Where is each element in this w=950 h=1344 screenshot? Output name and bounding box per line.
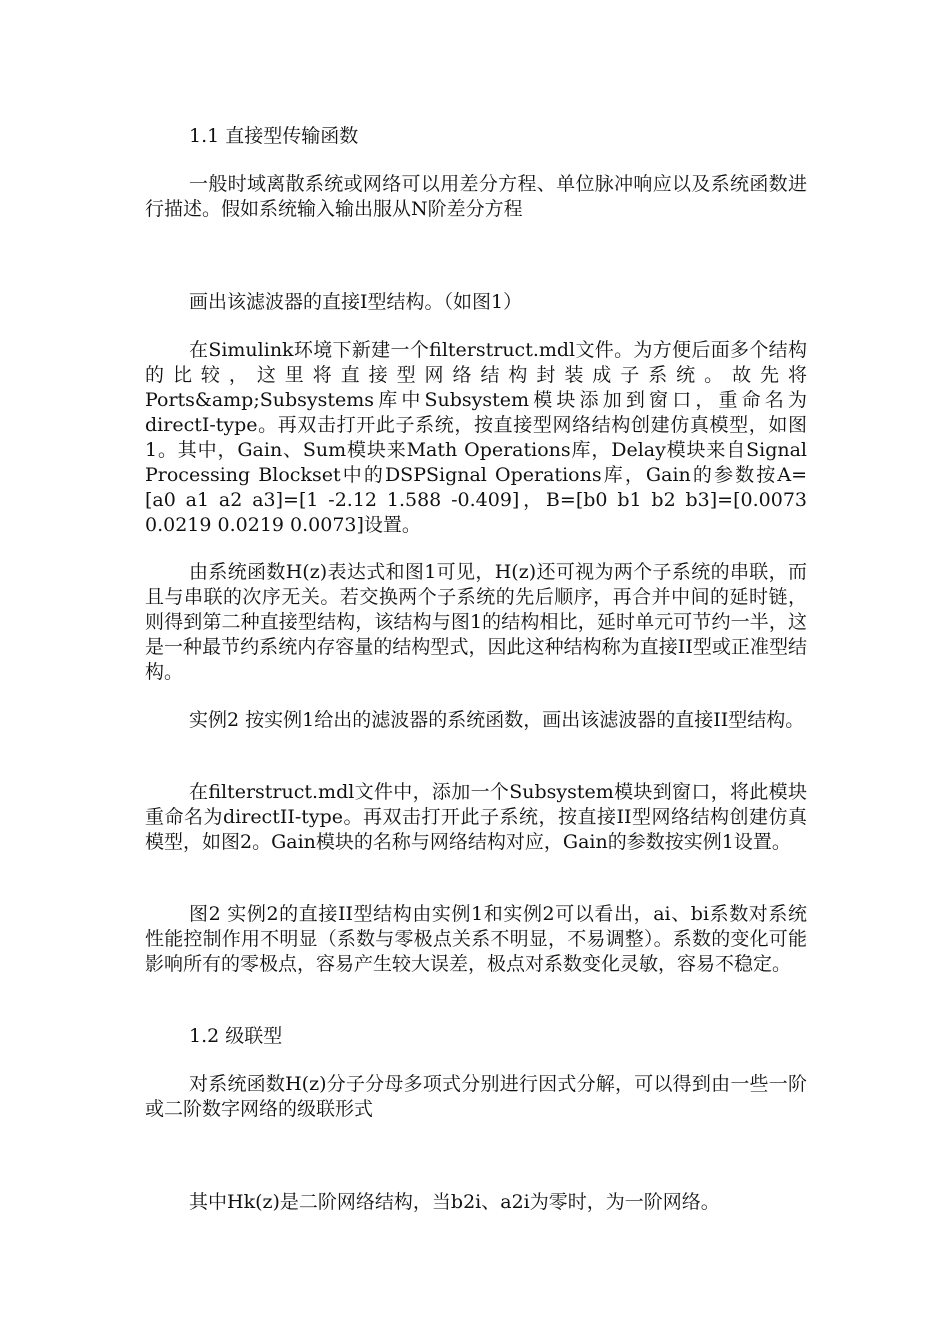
paragraph-cascade-factorization: 对系统函数H(z)分子分母多项式分别进行因式分解，可以得到由一些一阶或二阶数字网络的级联形式 [145, 1073, 807, 1120]
paragraph-draw-direct-i: 画出该滤波器的直接I型结构。（如图1） [189, 291, 523, 313]
heading-cascade-form: 1.2 级联型 [189, 1025, 283, 1047]
paragraph-figure-2-analysis: 图2 实例2的直接II型结构由实例1和实例2可以看出，ai、bi系数对系统性能控制作用不明显（系数与零极点关系不明显，不易调整）。系数的变化可能影响所有的零极点，容易产生较大误差，极点对系数变化灵敏，容易不稳定。 [145, 903, 807, 975]
heading-direct-form: 1.1 直接型传输函数 [189, 125, 359, 147]
paragraph-direct-ii-explanation: 由系统函数H(z)表达式和图1可见，H(z)还可视为两个子系统的串联，而且与串联的次序无关。若交换两个子系统的先后顺序，再合并中间的延时链，则得到第二种直接型结构，该结构与图1的结构相比，延时单元可节约一半，这是一种最节约系统内存容量的结构型式，因此这种结构称为直接II型或正准型结构。 [145, 561, 807, 683]
paragraph-simulink-setup: 在Simulink环境下新建一个filterstruct.mdl文件。为方便后面多个结构的比较，这里将直接型网络结构封装成子系统。故先将Ports&amp;Subsystems库中Subsystem模块添加到窗口，重命名为directI-type。再双击打开此子系统，按直接型网络结构创建仿真模型，如图1。其中，Gain、Sum模块来Math Operations库，Delay模块来自Signal Processing Blockset中的DSPSignal Operations库，Gain的参数按A=[a0 a1 a2 a3]=[1 -2.12 1.588 -0.409]，B=[b0 b1 b2 b3]=[0.0073 0.0219 0.0219 0.0073]设置。 [145, 339, 807, 536]
paragraph-hk-note: 其中Hk(z)是二阶网络结构，当b2i、a2i为零时，为一阶网络。 [189, 1191, 720, 1213]
paragraph-direct-ii-setup: 在filterstruct.mdl文件中，添加一个Subsystem模块到窗口，将此模块重命名为directII-type。再双击打开此子系统，按直接II型网络结构创建仿真模型，如图2。Gain模块的名称与网络结构对应，Gain的参数按实例1设置。 [145, 781, 807, 853]
paragraph-example-2: 实例2 按实例1给出的滤波器的系统函数，画出该滤波器的直接II型结构。 [189, 709, 805, 731]
paragraph-intro: 一般时域离散系统或网络可以用差分方程、单位脉冲响应以及系统函数进行描述。假如系统输入输出服从N阶差分方程 [145, 173, 807, 220]
